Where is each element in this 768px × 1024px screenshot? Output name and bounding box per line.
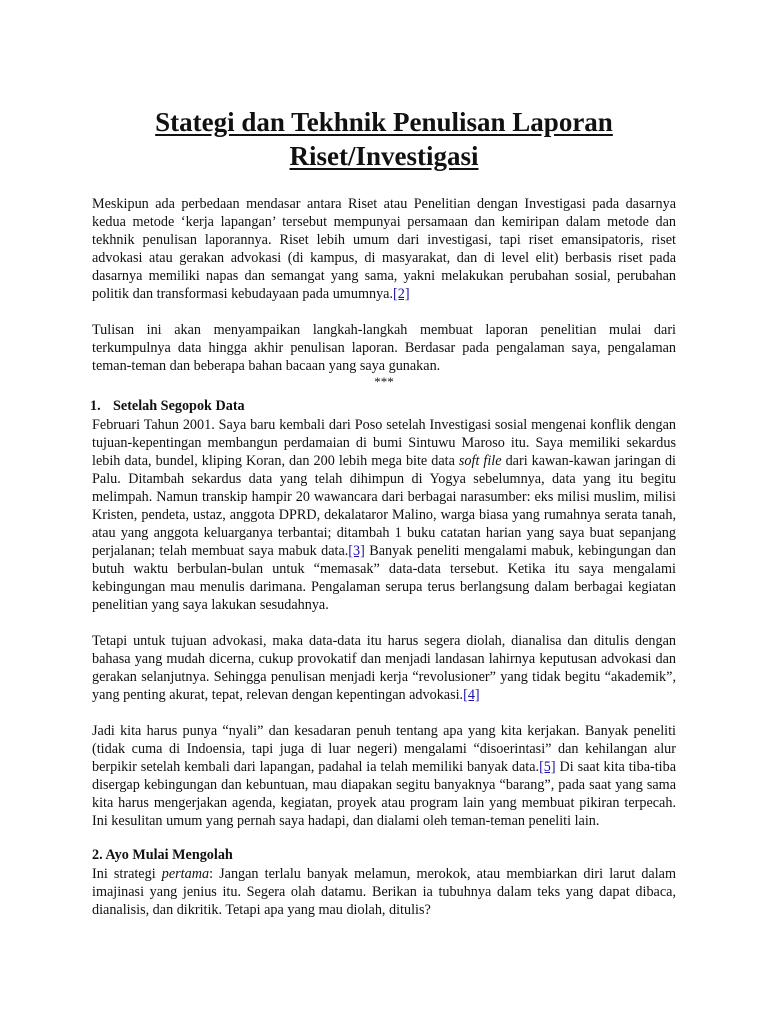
paragraph-intro-text: Meskipun ada perbedaan mendasar antara Riset atau Penelitian dengan Investigasi pada dasarnya kedua metode ‘kerja lapangan’ tersebut mempunyai persamaan dan kemiripan dalam metode dan tekhnik penulisan laporannya. Riset lebih umum dari investigasi, tapi riset emansipatoris, riset advokasi atau gerakan advokasi (di kampus, di masyarakat, dan di level elit) berbasis riset pada dasarnya memiliki napas dan semangat yang sama, yakni melakukan perubahan sosial, perubahan politik dan transformasi kebudayaan pada umumnya.: [92, 196, 676, 302]
document-body: [92, 105, 676, 919]
footnote-link-4[interactable]: [4]: [463, 687, 480, 703]
title-line-2: Riset/Investigasi: [289, 141, 479, 171]
italic-term-soft-file: soft file: [458, 453, 502, 469]
paragraph-text: dari kawan-kawan jaringan di Palu. Ditambah sekardus data yang telah dihimpun di Yogya sebelumnya, data yang itu begitu melimpah. Namun transkip hampir 20 wawancara dari berbagai narasumber: eks milisi muslim, milisi Kristen, pendeta, ustaz, anggota DPRD, dekalataror Malino, warga biasa yang rumahnya serata tanah, atau yang anggota keluarganya terbantai; ditambah 1 buku catatan harian yang saya buat sepanjang perjalanan; telah membuat saya mabuk data.: [92, 453, 677, 559]
paragraph-courage: [92, 722, 676, 830]
footnote-link-5[interactable]: [5]: [539, 759, 556, 775]
paragraph-text: Jadi kita harus punya “nyali” dan kesadaran penuh tentang apa yang kita kerjakan. Banyak peneliti (tidak cuma di Indoensia, tapi juga di luar negeri) mengalami “disoerintasi” dan kehilangan alur berpikir setelah kembali dari lapangan, padahal ia telah memiliki banyak data.: [92, 723, 676, 775]
title-line-1: Stategi dan Tekhnik Penulisan Laporan: [155, 107, 613, 137]
section-1-heading: [90, 397, 676, 416]
footnote-link-2[interactable]: [2]: [393, 286, 410, 302]
italic-term-pertama: pertama: [161, 866, 210, 882]
paragraph-text: Ini strategi: [92, 866, 162, 882]
paragraph-text: : Jangan terlalu banyak melamun, merokok, atau membiarkan diri larut dalam imajinasi yang jenius itu. Segera olah datamu. Berikan ia tubuhnya dalam teks yang dapat dibaca, dianalisis, dan dikritik. Tetapi apa yang mau diolah, ditulis?: [92, 866, 676, 918]
paragraph-intro: [92, 195, 676, 303]
paragraph-text: Tetapi untuk tujuan advokasi, maka data-data itu harus segera diolah, dianalisa dan ditulis dengan bahasa yang mudah dicerna, cukup provokatif dan menjadi landasan lahirnya keputusan advokasi dan gerakan selanjutnya. Sehingga penulisan menjadi kerja “revolusioner” yang tidak begitu “akademik”, yang penting akurat, tepat, relevan dengan kepentingan advokasi.: [92, 633, 676, 703]
section-2-heading: 2. Ayo Mulai Mengolah: [92, 847, 233, 863]
paragraph-advocacy: [92, 632, 676, 704]
footnote-link-3[interactable]: [3]: [348, 543, 365, 559]
paragraph-spacer: [92, 704, 676, 722]
paragraph-text: Banyak peneliti mengalami mabuk, kebingungan dan butuh waktu berbulan-bulan untuk “memasak” data-data tersebut. Ketika itu saya mengalami kebingungan mau menulis darimana. Pengalaman serupa terus berlangsung dalam berbagai kegiatan penelitian yang saya lakukan sesudahnya.: [92, 543, 676, 613]
section-separator: ***: [374, 374, 394, 389]
paragraph-spacer: [92, 303, 676, 321]
paragraph-spacer: [92, 830, 676, 846]
document-title: [92, 105, 676, 173]
section-1-title: Setelah Segopok Data: [113, 398, 245, 414]
section-1-number: 1.: [90, 398, 101, 414]
paragraph-text: Februari Tahun 2001. Saya baru kembali dari Poso setelah Investigasi sosial mengenai konflik dengan tujuan-kepentingan membangun perdamaian di bumi Sintuwu Maroso itu. Saya memiliki sekardus lebih data, bundel, kliping Koran, dan 200 lebih mega bite data: [92, 417, 676, 469]
paragraph-spacer: [92, 614, 676, 632]
paragraph-text: Di saat kita tiba-tiba disergap kebingungan dan kebuntuan, mau diapakan segitu banyaknya “barang”, pada saat yang sama kita harus mengerjakan agenda, kegiatan, proyek atau program lain yang membuat pikiran terpecah. Ini kesulitan umum yang pernah saya hadapi, dan dialami oleh teman-teman peneliti lain.: [92, 759, 676, 829]
paragraph-purpose: Tulisan ini akan menyampaikan langkah-langkah membuat laporan penelitian mulai dari terkumpulnya data hingga akhir penulisan laporan. Berdasar pada pengalaman saya, pengalaman teman-teman dan beberapa bahan bacaan yang saya gunakan.: [92, 322, 676, 374]
paragraph-data-overload: [92, 416, 676, 614]
paragraph-strategy-one: [92, 865, 676, 919]
